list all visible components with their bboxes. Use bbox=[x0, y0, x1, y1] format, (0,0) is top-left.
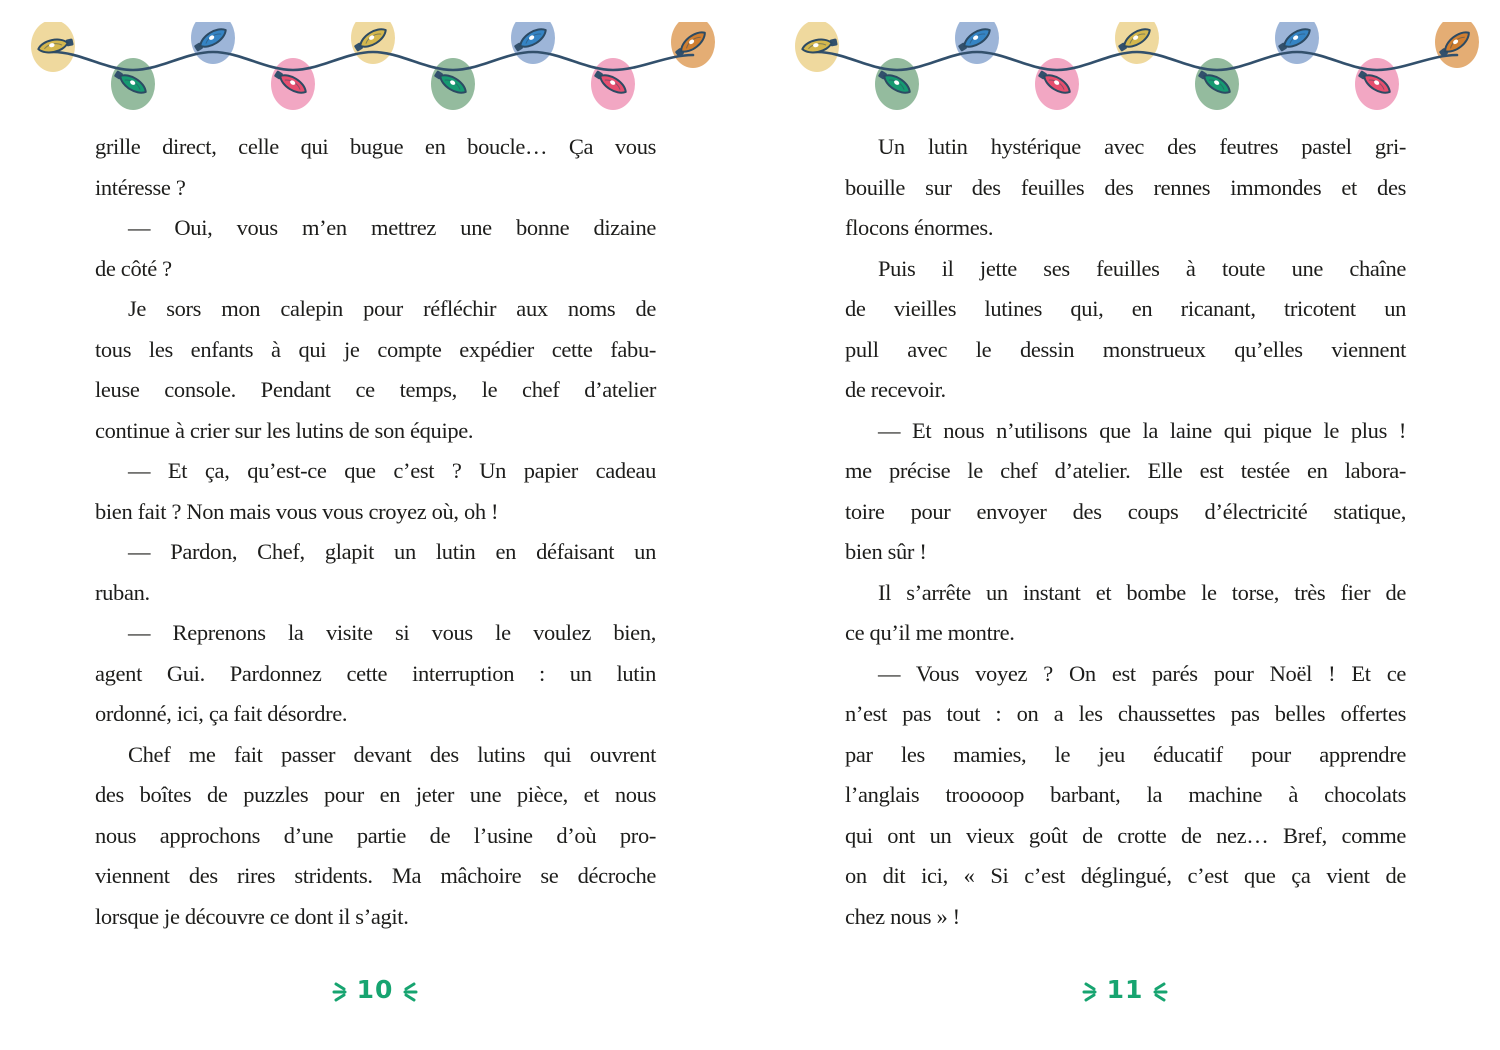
text-line: nous approchons d’une partie de l’usine d’où pro- bbox=[95, 822, 656, 848]
text-line: lorsque je découvre ce dont il s’agit. bbox=[95, 903, 409, 929]
text-line: ce qu’il me montre. bbox=[845, 620, 1015, 645]
text-line: n’est pas tout : on a les chaussettes pas belles offertes bbox=[845, 701, 1406, 726]
text-line: agent Gui. Pardonnez cette interruption : un lutin bbox=[95, 660, 656, 686]
spark-right-icon bbox=[1152, 979, 1169, 1003]
text-line: Chef me fait passer devant des lutins qui ouvrent bbox=[128, 741, 656, 767]
text-line: Puis il jette ses feuilles à toute une chaîne bbox=[878, 255, 1406, 281]
text-line: de côté ? bbox=[95, 255, 172, 281]
text-line: leuse console. Pendant ce temps, le chef d’atelier bbox=[95, 377, 656, 402]
text-line: viennent des rires stridents. Ma mâchoire se décroche bbox=[95, 863, 656, 888]
body-text bbox=[95, 127, 656, 937]
text-line: bien sûr ! bbox=[845, 539, 927, 564]
text-line: — Oui, vous m’en mettrez une bonne dizaine bbox=[128, 215, 656, 240]
text-line: Un lutin hystérique avec des feutres pastel gri- bbox=[878, 134, 1406, 159]
page-number: 11 bbox=[1106, 975, 1144, 1004]
text-line: me précise le chef d’atelier. Elle est testée en labora- bbox=[845, 458, 1406, 483]
text-line: tous les enfants à qui je compte expédier cette fabu- bbox=[95, 336, 656, 362]
text-line: — Et nous n’utilisons que la laine qui pique le plus ! bbox=[878, 417, 1406, 443]
text-line: des boîtes de puzzles pour en jeter une pièce, et nous bbox=[95, 782, 656, 807]
text-line: — Vous voyez ? On est parés pour Noël ! Et ce bbox=[878, 660, 1406, 686]
text-line: Il s’arrête un instant et bombe le torse, très fier de bbox=[878, 579, 1406, 605]
spark-left-icon bbox=[331, 979, 348, 1003]
text-line: — Reprenons la visite si vous le voulez bien, bbox=[128, 620, 656, 645]
text-line: qui ont un vieux goût de crotte de nez… Bref, comme bbox=[845, 822, 1406, 848]
text-line: — Et ça, qu’est-ce que c’est ? Un papier cadeau bbox=[128, 458, 656, 483]
body-text bbox=[845, 127, 1406, 937]
text-line: de vieilles lutines qui, en ricanant, tricotent un bbox=[845, 296, 1406, 321]
text-line: pull avec le dessin monstrueux qu’elles viennent bbox=[845, 336, 1406, 362]
text-line: de recevoir. bbox=[845, 377, 946, 402]
text-line: ordonné, ici, ça fait désordre. bbox=[95, 701, 348, 726]
text-line: grille direct, celle qui bugue en boucle… Ça vous bbox=[95, 134, 656, 159]
text-line: continue à crier sur les lutins de son équipe. bbox=[95, 417, 474, 443]
text-line: intéresse ? bbox=[95, 174, 186, 200]
page-number: 10 bbox=[356, 975, 394, 1004]
spark-right-icon bbox=[402, 979, 419, 1003]
string-lights-garland bbox=[28, 22, 718, 118]
text-line: ruban. bbox=[95, 579, 150, 605]
string-lights-garland bbox=[792, 22, 1482, 118]
text-line: bien fait ? Non mais vous vous croyez où, oh ! bbox=[95, 498, 499, 524]
spark-left-icon bbox=[1081, 979, 1098, 1003]
text-line: l’anglais trooooop barbant, la machine à chocolats bbox=[845, 782, 1406, 807]
folio bbox=[0, 976, 750, 1005]
page-right bbox=[750, 0, 1500, 1050]
text-line: chez nous » ! bbox=[845, 903, 960, 929]
text-line: bouille sur des feuilles des rennes immondes et des bbox=[845, 174, 1406, 200]
text-line: par les mamies, le jeu éducatif pour apprendre bbox=[845, 741, 1406, 767]
folio bbox=[750, 976, 1500, 1005]
text-line: — Pardon, Chef, glapit un lutin en défaisant un bbox=[128, 539, 656, 564]
text-line: Je sors mon calepin pour réfléchir aux noms de bbox=[128, 296, 656, 321]
text-line: flocons énormes. bbox=[845, 215, 994, 240]
text-line: toire pour envoyer des coups d’électricité statique, bbox=[845, 498, 1406, 524]
text-line: on dit ici, « Si c’est déglingué, c’est que ça vient de bbox=[845, 863, 1406, 888]
